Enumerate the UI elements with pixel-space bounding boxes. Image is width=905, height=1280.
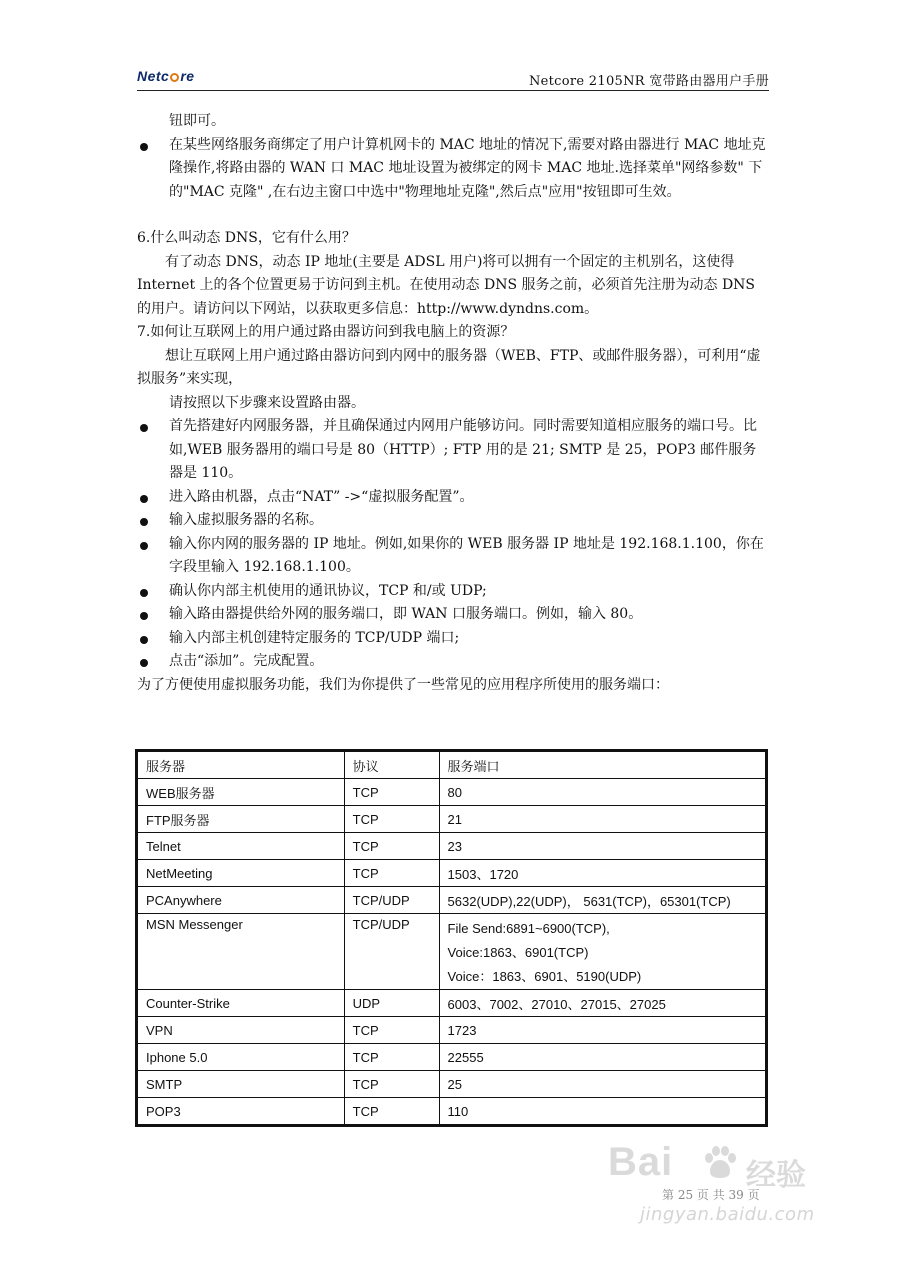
cell-protocol: TCP/UDP — [344, 887, 439, 914]
cell-port: 21 — [439, 806, 765, 833]
q6-answer: 有了动态 DNS，动态 IP 地址(主要是 ADSL 用户)将可以拥有一个固定的主机别名，这使得 Internet 上的各个位置更易于访问到主机。在使用动态 DNS 服务之前，必须首先注册为动态 DNS 的用户。请访问以下网站，以获取更多信息：http://www.dyndns.com。 — [137, 253, 756, 317]
bullet-icon — [140, 659, 148, 667]
bullet-icon — [140, 542, 148, 550]
continued-text: 钮即可。 — [169, 113, 225, 129]
cell-port: 25 — [439, 1071, 765, 1098]
cell-protocol: TCP — [344, 806, 439, 833]
q7-steps-intro: 请按照以下步骤来设置路由器。 — [169, 394, 365, 411]
q6-heading: 6.什么叫动态 DNS，它有什么用？ — [137, 230, 356, 246]
port-line: Voice:1863、6901(TCP) — [447, 945, 589, 960]
step-text: 输入路由器提供给外网的服务端口，即 WAN 口服务端口。例如，输入 80。 — [169, 606, 643, 622]
step-item — [137, 603, 769, 627]
q7-heading: 7.如何让互联网上的用户通过路由器访问到我电脑上的资源？ — [137, 324, 515, 340]
step-item — [137, 650, 769, 674]
cell-port: 1723 — [439, 1017, 765, 1044]
cell-protocol: TCP — [344, 860, 439, 887]
header-protocol: 协议 — [344, 752, 439, 779]
cell-server: SMTP — [138, 1071, 345, 1098]
cell-server: Telnet — [138, 833, 345, 860]
cell-port: 22555 — [439, 1044, 765, 1071]
cell-server: NetMeeting — [138, 860, 345, 887]
bullet-item — [137, 134, 769, 205]
cell-port: 1503、1720 — [439, 860, 765, 887]
cell-protocol: UDP — [344, 990, 439, 1017]
spacer — [137, 204, 769, 227]
netcore-logo: Netc re — [137, 68, 195, 84]
bullet-icon — [140, 495, 148, 503]
cell-protocol: TCP/UDP — [344, 914, 439, 990]
cell-server: PCAnywhere — [138, 887, 345, 914]
service-port-table — [137, 751, 766, 1125]
table-header-row — [138, 752, 766, 779]
cell-port: 80 — [439, 779, 765, 806]
bullet-icon — [140, 612, 148, 620]
watermark-brand: Bai — [608, 1140, 674, 1184]
table-row — [138, 1017, 766, 1044]
paw-icon — [702, 1146, 738, 1180]
table-row — [138, 1071, 766, 1098]
watermark-brand-cn: 经验 — [746, 1158, 806, 1193]
table-row — [138, 833, 766, 860]
step-text: 确认你内部主机使用的通讯协议，TCP 和/或 UDP; — [169, 582, 487, 599]
cell-port: 23 — [439, 833, 765, 860]
table-row — [138, 806, 766, 833]
cell-server: Counter-Strike — [138, 990, 345, 1017]
table-row — [138, 1044, 766, 1071]
baidu-jingyan-watermark — [600, 1130, 860, 1270]
cell-protocol: TCP — [344, 1017, 439, 1044]
step-text: 点击“添加”。完成配置。 — [169, 653, 324, 669]
cell-protocol: TCP — [344, 1044, 439, 1071]
cell-protocol: TCP — [344, 779, 439, 806]
step-text: 首先搭建好内网服务器，并且确保通过内网用户能够访问。同时需要知道相应服务的端口号。比如,WEB 服务器用的端口号是 80（HTTP）; FTP 用的是 21; SMTP 是 25，POP3 邮件服务器是 110。 — [169, 418, 757, 481]
port-line: File Send:6891~6900(TCP), — [447, 921, 610, 936]
table-row — [138, 779, 766, 806]
table-row — [138, 887, 766, 914]
step-item — [137, 509, 769, 533]
step-text: 输入内部主机创建特定服务的 TCP/UDP 端口; — [169, 629, 460, 646]
page-header — [137, 62, 769, 91]
table-row — [138, 860, 766, 887]
table-row — [138, 914, 766, 990]
step-item — [137, 580, 769, 604]
cell-server: Iphone 5.0 — [138, 1044, 345, 1071]
page-number: 第 25 页 共 39 页 — [662, 1188, 760, 1202]
step-text: 输入虚拟服务器的名称。 — [169, 512, 323, 528]
bullet-icon — [140, 518, 148, 526]
step-item — [137, 627, 769, 651]
cell-protocol: TCP — [344, 1098, 439, 1125]
bullet-icon — [140, 636, 148, 644]
table-row — [138, 990, 766, 1017]
cell-protocol: TCP — [344, 833, 439, 860]
cell-server: MSN Messenger — [138, 914, 345, 990]
step-item — [137, 486, 769, 510]
mac-clone-text: 在某些网络服务商绑定了用户计算机网卡的 MAC 地址的情况下,需要对路由器进行 MAC 地址克隆操作,将路由器的 WAN 口 MAC 地址设置为被绑定的网卡 MAC 地址.选择菜单"网络参数" 下的"MAC 克隆" ,在右边主窗口中选中"物理地址克隆",然后点"应用"按钮即可生效。 — [169, 136, 766, 200]
header-server: 服务器 — [138, 752, 345, 779]
bullet-icon — [140, 589, 148, 597]
step-item — [137, 415, 769, 486]
bullet-icon — [140, 424, 148, 432]
table-intro: 为了方便使用虚拟服务功能，我们为你提供了一些常见的应用程序所使用的服务端口： — [137, 676, 669, 693]
cell-port: 6003、7002、27010、27015、27025 — [439, 990, 765, 1017]
cell-server: POP3 — [138, 1098, 345, 1125]
cell-server: VPN — [138, 1017, 345, 1044]
cell-protocol: TCP — [344, 1071, 439, 1098]
bullet-icon — [140, 143, 148, 151]
table-row — [138, 1098, 766, 1125]
q7-answer: 想让互联网上用户通过路由器访问到内网中的服务器（WEB、FTP、或邮件服务器），可利用“虚拟服务”来实现， — [137, 347, 761, 387]
port-line: Voice：1863、6901、5190(UDP) — [447, 969, 642, 984]
manual-title: Netcore 2105NR 宽带路由器用户手册 — [528, 74, 769, 89]
step-text: 进入路由机器，点击“NAT” ->“虚拟服务配置”。 — [169, 488, 474, 505]
cell-server: WEB服务器 — [138, 779, 345, 806]
cell-port: 110 — [439, 1098, 765, 1125]
cell-server: FTP服务器 — [138, 806, 345, 833]
step-item — [137, 533, 769, 580]
cell-port — [439, 914, 765, 990]
header-port: 服务端口 — [439, 752, 765, 779]
cell-port: 5632(UDP),22(UDP)， 5631(TCP)，65301(TCP) — [439, 887, 765, 914]
watermark-url: jingyan.baidu.com — [640, 1204, 815, 1225]
document-body — [137, 110, 769, 697]
step-text: 输入你内网的服务器的 IP 地址。例如,如果你的 WEB 服务器 IP 地址是 192.168.1.100，你在字段里输入 192.168.1.100。 — [169, 535, 764, 575]
